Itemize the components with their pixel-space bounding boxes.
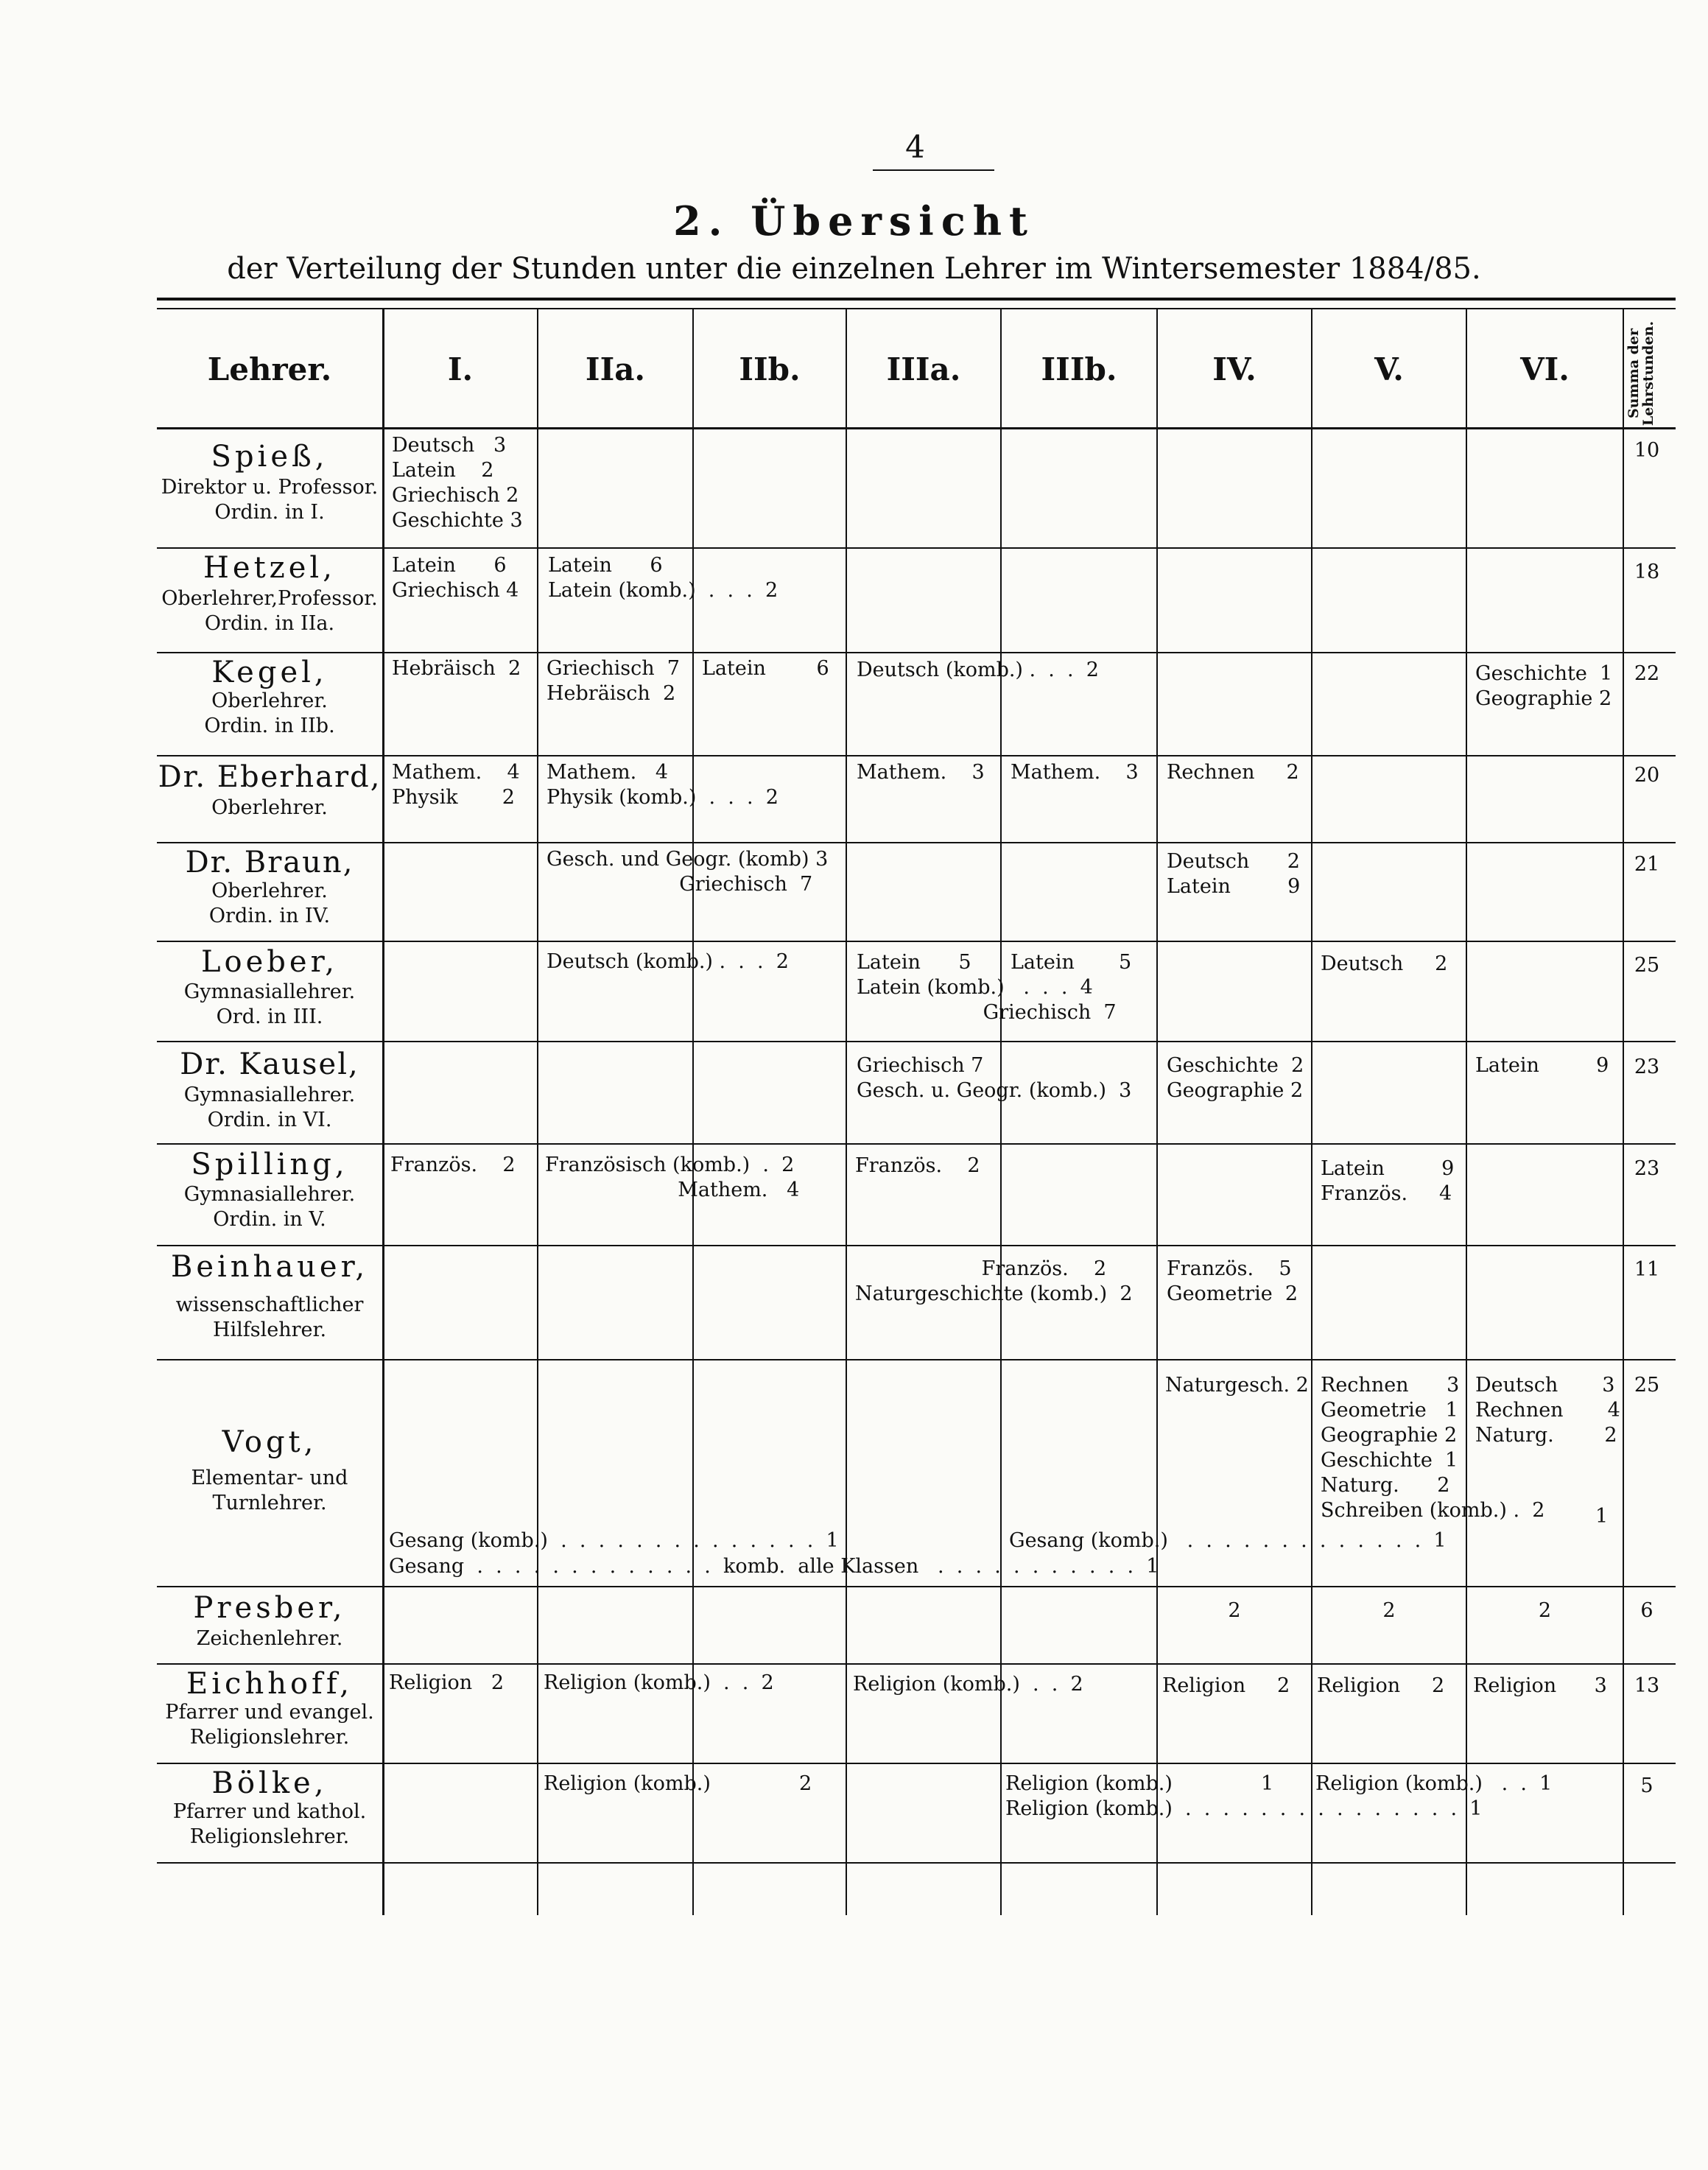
teacher-role: Zeichenlehrer.	[196, 1627, 343, 1650]
teacher-name: Spilling,	[191, 1148, 348, 1181]
page-number-rule	[873, 169, 994, 171]
page-subtitle: der Verteilung der Stunden unter die einzelnen Lehrer im Wintersemester 1884/85.	[227, 252, 1481, 286]
cell-IIIa: Griechisch 7 Gesch. u. Geogr. (komb.) 3	[857, 1054, 1132, 1102]
header-bottom-rule	[157, 427, 1676, 429]
cell-IIa: Religion (komb.) 2	[544, 1772, 812, 1795]
cell-IIIa: Französ. 2	[855, 1154, 980, 1177]
header-class-IIIb: IIIb.	[1041, 351, 1117, 387]
cell-V: Latein 9 Französ. 4	[1321, 1157, 1455, 1205]
col-line-summe	[1623, 309, 1624, 1915]
cell-IV: Religion 2	[1162, 1674, 1290, 1697]
cell-VI: Religion 3	[1473, 1674, 1607, 1697]
row-total: 25	[1634, 954, 1660, 977]
cell-I: Französ. 2	[390, 1154, 516, 1176]
cell-I: Deutsch 3 Latein 2 Griechisch 2 Geschichte 3	[392, 434, 523, 532]
teacher-name: Beinhauer,	[170, 1250, 369, 1284]
row-line	[157, 547, 1676, 549]
row-total: 10	[1634, 439, 1660, 462]
row-total: 11	[1634, 1258, 1660, 1281]
cell-V: 2	[1382, 1599, 1396, 1622]
cell-VI: Geschichte 1 Geographie 2	[1475, 662, 1613, 710]
row-line	[157, 1763, 1676, 1764]
teacher-role: Oberlehrer,Professor. Ordin. in IIa.	[161, 587, 378, 635]
gesang-combined-count: 1	[1595, 1505, 1609, 1528]
cell-IIa: Latein 6 Latein (komb.) . . . 2	[548, 554, 779, 602]
gesang-left: Gesang (komb.) . . . . . . . . . . . . . . 1	[389, 1529, 839, 1552]
cell-IIIa: Religion (komb.) . . 2	[853, 1673, 1083, 1696]
col-line-IV	[1156, 309, 1158, 1915]
cell-IIIb: Religion (komb.) 1 Religion (komb.) . . . . . . . . . . . . . . . 1	[1005, 1772, 1483, 1820]
row-total: 20	[1634, 764, 1660, 787]
cell-IIa: Deutsch (komb.) . . . 2	[547, 950, 789, 973]
row-line	[157, 842, 1676, 843]
top-rule-thin	[157, 308, 1676, 309]
header-class-IIIa: IIIa.	[886, 351, 961, 387]
row-total: 6	[1640, 1599, 1653, 1622]
teacher-role: Pfarrer und evangel. Religionslehrer.	[165, 1701, 374, 1749]
cell-VI: 2	[1538, 1599, 1552, 1622]
page-number: 4	[905, 129, 925, 165]
teacher-name: Kegel,	[211, 656, 328, 689]
header-class-IV: IV.	[1212, 351, 1257, 387]
top-rule-thick	[157, 298, 1676, 301]
teacher-role: Gymnasiallehrer. Ordin. in VI.	[183, 1084, 356, 1131]
cell-IIIa: Deutsch (komb.) . . . 2	[857, 659, 1099, 681]
row-line	[157, 1862, 1676, 1864]
row-total: 22	[1634, 662, 1660, 685]
teacher-role: Oberlehrer.	[211, 796, 328, 819]
teacher-name: Spieß,	[211, 440, 328, 474]
cell-IIIb: Latein 5	[1011, 951, 1132, 974]
cell-VI: Deutsch 3 Rechnen 4 Naturg. 2	[1475, 1374, 1620, 1447]
teacher-role: Elementar- und Turnlehrer.	[191, 1467, 348, 1514]
teacher-name: Bölke,	[211, 1766, 328, 1800]
teacher-name: Dr. Eberhard,	[158, 760, 382, 794]
cell-I: Latein 6 Griechisch 4	[392, 554, 519, 602]
teacher-role: Oberlehrer. Ordin. in IIb.	[204, 689, 335, 737]
header-lehrer: Lehrer.	[207, 351, 332, 387]
row-line	[157, 1359, 1676, 1360]
teacher-role: Gymnasiallehrer. Ord. in III.	[183, 980, 356, 1028]
header-summe: Summa der Lehrstunden.	[1626, 320, 1656, 426]
cell-IV: 2	[1228, 1599, 1241, 1622]
cell-IIb: Latein 6	[702, 657, 829, 680]
teacher-name: Eichhoff,	[186, 1667, 353, 1701]
header-class-V: V.	[1374, 351, 1404, 387]
teacher-name: Presber,	[193, 1591, 346, 1625]
row-line	[157, 1586, 1676, 1587]
teacher-name: Dr. Kausel,	[180, 1047, 359, 1081]
row-line	[157, 1245, 1676, 1246]
col-line-VI	[1466, 309, 1467, 1915]
page-title: 2. Übersicht	[673, 197, 1035, 245]
cell-IIa: Gesch. und Geogr. (komb) 3 Griechisch 7	[547, 848, 829, 896]
cell-IIa: Religion (komb.) . . 2	[544, 1671, 774, 1694]
row-line	[157, 652, 1676, 653]
cell-IIIa: Latein 5 Latein (komb.) . . . 4 Griechisch 7	[857, 951, 1117, 1024]
teacher-name: Hetzel,	[203, 551, 336, 585]
cell-V: Religion 2	[1317, 1674, 1445, 1697]
cell-V: Rechnen 3 Geometrie 1 Geographie 2 Geschichte 1 Naturg. 2 Schreiben (komb.) . 2	[1321, 1374, 1545, 1522]
teacher-role: wissenschaftlicher Hilfslehrer.	[175, 1293, 364, 1341]
gesang-right: Gesang (komb.) . . . . . . . . . . . . . 1	[1009, 1529, 1447, 1552]
col-line-I	[382, 309, 384, 1915]
cell-IIIa: Französ. 2 Naturgeschichte (komb.) 2	[855, 1257, 1133, 1305]
teacher-name: Loeber,	[200, 945, 339, 979]
row-line	[157, 1663, 1676, 1665]
header-class-I: I.	[447, 351, 474, 387]
row-total: 23	[1634, 1056, 1660, 1078]
row-total: 13	[1634, 1674, 1660, 1697]
cell-IIa: Französisch (komb.) . 2 Mathem. 4	[545, 1154, 800, 1201]
cell-IIa: Griechisch 7 Hebräisch 2	[547, 657, 680, 705]
header-class-IIb: IIb.	[739, 351, 801, 387]
teacher-role: Gymnasiallehrer. Ordin. in V.	[183, 1183, 356, 1231]
cell-IIIa: Mathem. 3	[857, 761, 985, 784]
cell-IIIb: Mathem. 3	[1011, 761, 1139, 784]
row-total: 18	[1634, 561, 1660, 583]
row-line	[157, 941, 1676, 942]
cell-IV: Rechnen 2	[1167, 761, 1299, 784]
cell-I: Religion 2	[389, 1671, 505, 1694]
teacher-role: Direktor u. Professor. Ordin. in I.	[161, 476, 379, 524]
header-class-VI: VI.	[1520, 351, 1570, 387]
cell-I: Mathem. 4 Physik 2	[392, 761, 520, 809]
gesang-all: Gesang . . . . . . . . . . . . . komb. alle Klassen . . . . . . . . . . . 1	[389, 1555, 1159, 1578]
cell-V: Deutsch 2	[1321, 952, 1448, 975]
row-total: 21	[1634, 853, 1660, 876]
teacher-role: Pfarrer und kathol. Religionslehrer.	[172, 1800, 367, 1848]
teacher-name: Vogt,	[222, 1425, 317, 1459]
row-total: 25	[1634, 1374, 1660, 1397]
teacher-role: Oberlehrer. Ordin. in IV.	[208, 879, 331, 927]
header-class-IIa: IIa.	[585, 351, 646, 387]
row-line	[157, 1041, 1676, 1042]
row-total: 23	[1634, 1157, 1660, 1180]
cell-IV: Naturgesch. 2	[1165, 1374, 1309, 1397]
row-total: 5	[1640, 1774, 1653, 1797]
cell-IV: Französ. 5 Geometrie 2	[1167, 1257, 1298, 1305]
row-line	[157, 1143, 1676, 1145]
cell-I: Hebräisch 2	[392, 657, 521, 680]
cell-IIa: Mathem. 4 Physik (komb.) . . . 2	[547, 761, 779, 809]
cell-IV: Geschichte 2 Geographie 2	[1167, 1054, 1304, 1102]
teacher-name: Dr. Braun,	[185, 846, 354, 879]
col-line-V	[1311, 309, 1312, 1915]
row-line	[157, 755, 1676, 756]
cell-IV: Deutsch 2 Latein 9	[1167, 850, 1301, 898]
cell-VI: Latein 9	[1475, 1054, 1609, 1077]
cell-V: Religion (komb.) . . 1	[1315, 1772, 1553, 1795]
col-line-IIa	[537, 309, 538, 1915]
col-line-IIIa	[846, 309, 847, 1915]
